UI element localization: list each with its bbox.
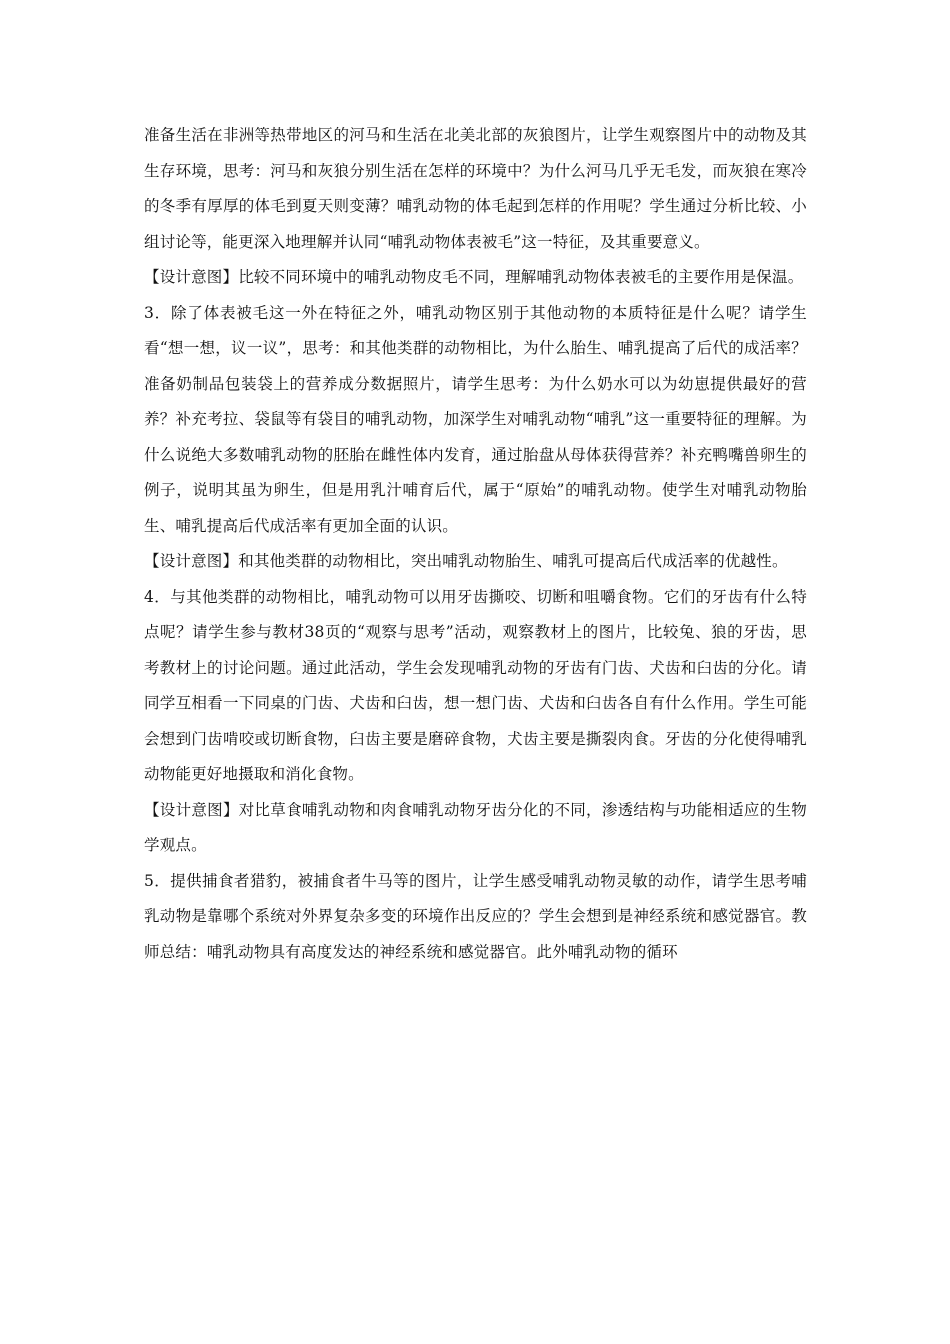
paragraph-step-4: 4．与其他类群的动物相比，哺乳动物可以用牙齿撕咬、切断和咀嚼食物。它们的牙齿有什么特点呢？请学生参与教材38页的“观察与思考”活动，观察教材上的图片，比较兔、狼的牙齿，思考教材上的讨论问题。通过此活动，学生会发现哺乳动物的牙齿有门齿、犬齿和臼齿的分化。请同学互相看一下同桌的门齿、犬齿和臼齿，想一想门齿、犬齿和臼齿各自有什么作用。学生可能会想到门齿啃咬或切断食物，臼齿主要是磨碎食物，犬齿主要是撕裂肉食。牙齿的分化使得哺乳动物能更好地摄取和消化食物。	[144, 587, 807, 783]
paragraph-step-3: 3．除了体表被毛这一外在特征之外，哺乳动物区别于其他动物的本质特征是什么呢？请学生看“想一想，议一议”，思考：和其他类群的动物相比，为什么胎生、哺乳提高了后代的成活率？准备奶制品包装袋上的营养成分数据照片，请学生思考：为什么奶水可以为幼崽提供最好的营养？补充考拉、袋鼠等有袋目的哺乳动物，加深学生对哺乳动物“哺乳”这一重要特征的理解。为什么说绝大多数哺乳动物的胚胎在雌性体内发育，通过胎盘从母体获得营养？补充鸭嘴兽卵生的例子，说明其虽为卵生，但是用乳汁哺育后代，属于“原始”的哺乳动物。使学生对哺乳动物胎生、哺乳提高后代成活率有更加全面的认识。	[144, 303, 807, 535]
paragraph-step-5: 5．提供捕食者猎豹，被捕食者牛马等的图片，让学生感受哺乳动物灵敏的动作，请学生思考哺乳动物是靠哪个系统对外界复杂多变的环境作出反应的？学生会想到是神经系统和感觉器官。教师总结：哺乳动物具有高度发达的神经系统和感觉器官。此外哺乳动物的循环	[144, 871, 807, 961]
paragraph-habitat-comparison: 准备生活在非洲等热带地区的河马和生活在北美北部的灰狼图片，让学生观察图片中的动物及其生存环境，思考：河马和灰狼分别生活在怎样的环境中？为什么河马几乎无毛发，而灰狼在寒冷的冬季有厚厚的体毛到夏天则变薄？哺乳动物的体毛起到怎样的作用呢？学生通过分析比较、小组讨论等，能更深入地理解并认同“哺乳动物体表被毛”这一特征，及其重要意义。	[144, 126, 807, 251]
design-intent-teeth: 【设计意图】对比草食哺乳动物和肉食哺乳动物牙齿分化的不同，渗透结构与功能相适应的生物学观点。	[144, 800, 807, 854]
document-body	[144, 118, 807, 970]
design-intent-viviparity: 【设计意图】和其他类群的动物相比，突出哺乳动物胎生、哺乳可提高后代成活率的优越性。	[144, 552, 788, 570]
design-intent-fur: 【设计意图】比较不同环境中的哺乳动物皮毛不同，理解哺乳动物体表被毛的主要作用是保温。	[144, 268, 804, 286]
